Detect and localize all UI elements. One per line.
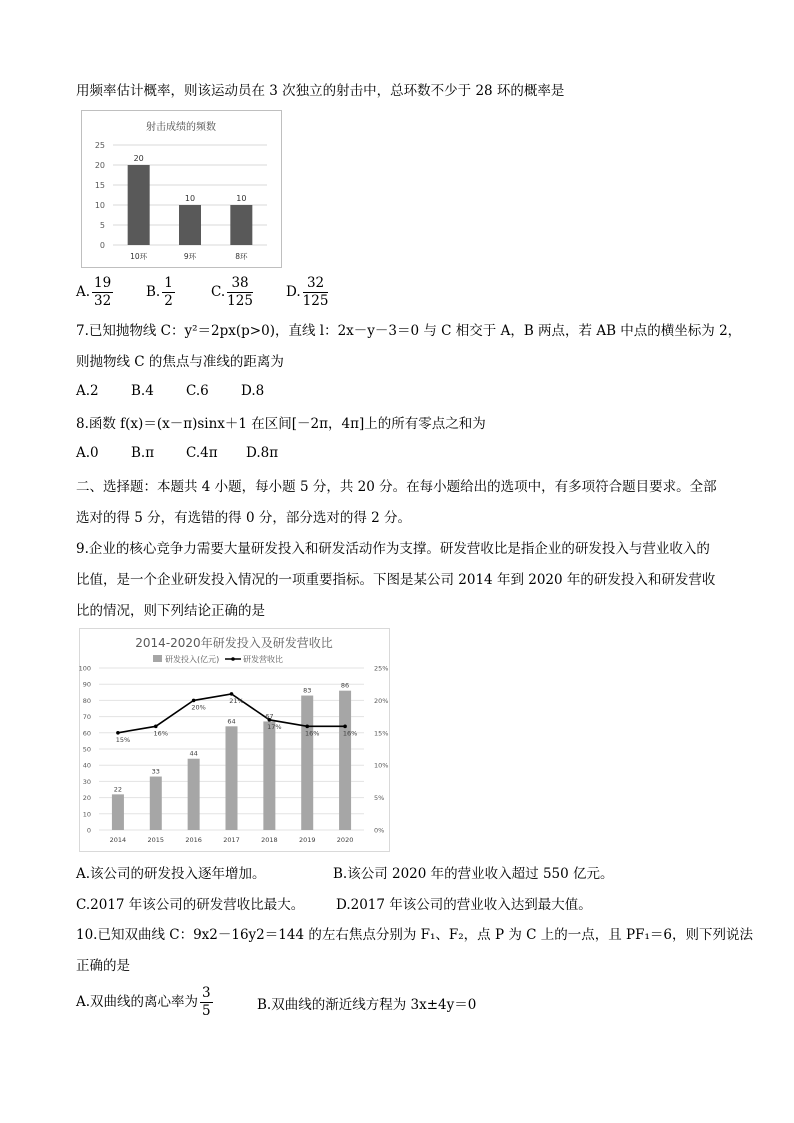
chart2-xtick-label: 2015 [147,836,165,844]
q9-option-b[interactable]: B.该公司 2020 年的营业收入超过 550 亿元。 [333,866,614,882]
chart2-bar-data-label: 67 [265,712,274,721]
legend-bar-swatch [153,655,162,662]
q7-option-d[interactable]: D.8 [241,383,265,399]
chart1-ytick-label: 20 [94,161,105,170]
q10-stem-line2: 正确的是 [76,958,130,974]
chart2-ytick-label: 100 [79,664,91,673]
chart2-bar-data-label: 22 [113,785,123,794]
chart2-ratio-point [343,725,347,729]
chart2-xtick-label: 2020 [336,836,354,844]
chart2-y2tick-label: 25% [374,664,389,673]
q6-stem: 用频率估计概率，则该运动员在 3 次独立的射击中，总环数不少于 28 环的概率是 [76,83,565,99]
q9-stem-line2: 比值，是一个企业研发投入情况的一项重要指标。下图是某公司 2014 年到 2020 年的研发投入和研发营收 [76,572,716,588]
chart2-y2tick-label: 5% [374,794,385,803]
chart2-ratio-point [305,725,309,729]
chart2-ytick-label: 10 [82,810,91,819]
chart2-ratio-data-label: 21% [229,696,244,705]
chart2-ytick-label: 20 [82,794,91,803]
legend-line-marker [231,657,235,661]
chart2-y2tick-label: 15% [374,729,389,738]
chart2-bar-data-label: 64 [227,717,236,726]
chart2-bar [339,691,351,830]
chart2-ytick-label: 40 [82,761,91,770]
chart1-data-label: 10 [184,194,196,203]
chart2-ratio-data-label: 16% [342,729,358,738]
chart2-ytick-label: 80 [82,696,91,705]
q9-stem-line1: 9.企业的核心竞争力需要大量研发投入和研发活动作为支撑。研发营收比是指企业的研发投入与营业收入的 [76,541,710,557]
q7-option-b[interactable]: B.4 [131,383,154,399]
q8-option-b[interactable]: B.π [131,445,155,461]
chart2-bar [226,726,238,830]
legend-bar-label: 研发投入(亿元) [165,655,220,664]
chart2-ratio-data-label: 16% [153,729,169,738]
q9-option-a[interactable]: A.该公司的研发投入逐年增加。 [76,866,266,882]
chart2-ytick-label: 70 [82,713,91,722]
chart1-data-label: 20 [133,154,144,163]
q10-option-a[interactable]: A.双曲线的离心率为 $\frac{3}{5}$ [76,985,211,1019]
chart1-bar [230,205,252,245]
chart2-y2tick-label: 10% [374,761,389,770]
chart1-xtick-label: 10环 [130,252,148,261]
chart2-ytick-label: 60 [82,729,91,738]
q9-option-d[interactable]: D.2017 年该公司的营业收入达到最大值。 [336,897,592,913]
q6-option-d[interactable]: D. $\frac{32}{125}$ [286,275,329,309]
chart2-bar-data-label: 33 [151,767,160,776]
chart2-y2tick-label: 0% [374,826,385,835]
chart1-xtick-label: 9环 [183,252,197,261]
section2-line1: 二、选择题：本题共 4 小题，每小题 5 分，共 20 分。在每小题给出的选项中，有多项符合题目要求。全部 [76,479,717,495]
chart2-bar-data-label: 83 [303,686,312,695]
chart2-ytick-label: 50 [82,745,91,754]
chart2-title: 2014-2020年研发投入及研发营收比 [135,636,333,650]
chart2-bar [188,759,200,830]
q9-stem-line3: 比的情况，则下列结论正确的是 [76,603,265,619]
q7-option-a[interactable]: A.2 [76,383,99,399]
q7-stem-line2: 则抛物线 C 的焦点与准线的距离为 [76,354,284,370]
chart1-ytick-label: 10 [94,201,105,210]
q9-option-c[interactable]: C.2017 年该公司的研发营收比最大。 [76,897,305,913]
chart2-bar [150,777,162,830]
q6-option-c[interactable]: C. $\frac{38}{125}$ [211,275,253,309]
chart2-ratio-point [154,725,158,729]
chart2-bar [112,794,124,830]
chart2-bar [301,696,313,830]
chart2-xtick-label: 2017 [223,836,240,844]
chart1-ytick-label: 15 [94,181,105,190]
chart2-ytick-label: 90 [82,680,91,689]
chart2-ratio-point [116,731,120,735]
q8-option-d[interactable]: D.8π [246,445,279,461]
chart2-xtick-label: 2014 [109,836,127,844]
chart2-bar-data-label: 44 [189,749,198,758]
shooting-frequency-chart [81,110,282,268]
chart2-legend [153,654,283,664]
chart2-ratio-data-label: 20% [191,703,206,712]
chart2-bar [263,721,275,830]
chart2-ytick-label: 30 [82,777,91,786]
chart2-ratio-point [230,692,234,696]
chart2-xtick-label: 2018 [261,836,278,844]
q7-option-c[interactable]: C.6 [186,383,209,399]
chart1-ytick-label: 25 [94,141,105,150]
chart2-ratio-data-label: 15% [115,735,131,744]
chart1-bar [179,205,201,245]
q8-stem: 8.函数 f(x)＝(x－π)sinx＋1 在区间[－2π，4π]上的所有零点之和为 [76,416,486,432]
chart1-ytick-label: 5 [99,221,105,230]
chart1-data-label: 10 [236,194,247,203]
q8-option-c[interactable]: C.4π [186,445,218,461]
chart2-bar-data-label: 86 [340,681,350,690]
q10-stem-line1: 10.已知双曲线 C：9x2－16y2＝144 的左右焦点分别为 F₁、F₂，点 P 为 C 上的一点，且 PF₁＝6，则下列说法 [76,927,754,943]
chart2-y2tick-label: 20% [374,696,389,705]
q8-option-a[interactable]: A.0 [76,445,99,461]
chart1-bar [128,165,150,245]
chart2-ytick-label: 0 [86,826,91,835]
legend-line-label: 研发营收比 [243,655,283,664]
chart2-ratio-data-label: 16% [304,729,320,738]
chart2-xtick-label: 2019 [298,836,316,844]
section2-line2: 选对的得 5 分，有选错的得 0 分，部分选对的得 2 分。 [76,510,412,526]
q7-stem-line1: 7.已知抛物线 C：y²＝2px(p>0)，直线 l：2x－y－3＝0 与 C 相交于 A，B 两点，若 AB 中点的横坐标为 2， [76,323,742,339]
chart2-xtick-label: 2016 [185,836,202,844]
q10-option-b[interactable]: B.双曲线的渐近线方程为 3x±4y＝0 [257,997,477,1013]
chart2-ratio-data-label: 17% [267,722,282,731]
chart1-ytick-label: 0 [99,241,105,250]
rd-investment-chart [79,628,390,852]
q6-option-a[interactable]: A. $\frac{19}{32}$ [76,275,112,309]
chart2-ratio-point [192,699,196,703]
q6-option-b[interactable]: B. $\frac{1}{2}$ [146,275,173,309]
chart1-xtick-label: 8环 [235,252,248,261]
chart1-title: 射击成绩的频数 [146,122,216,133]
